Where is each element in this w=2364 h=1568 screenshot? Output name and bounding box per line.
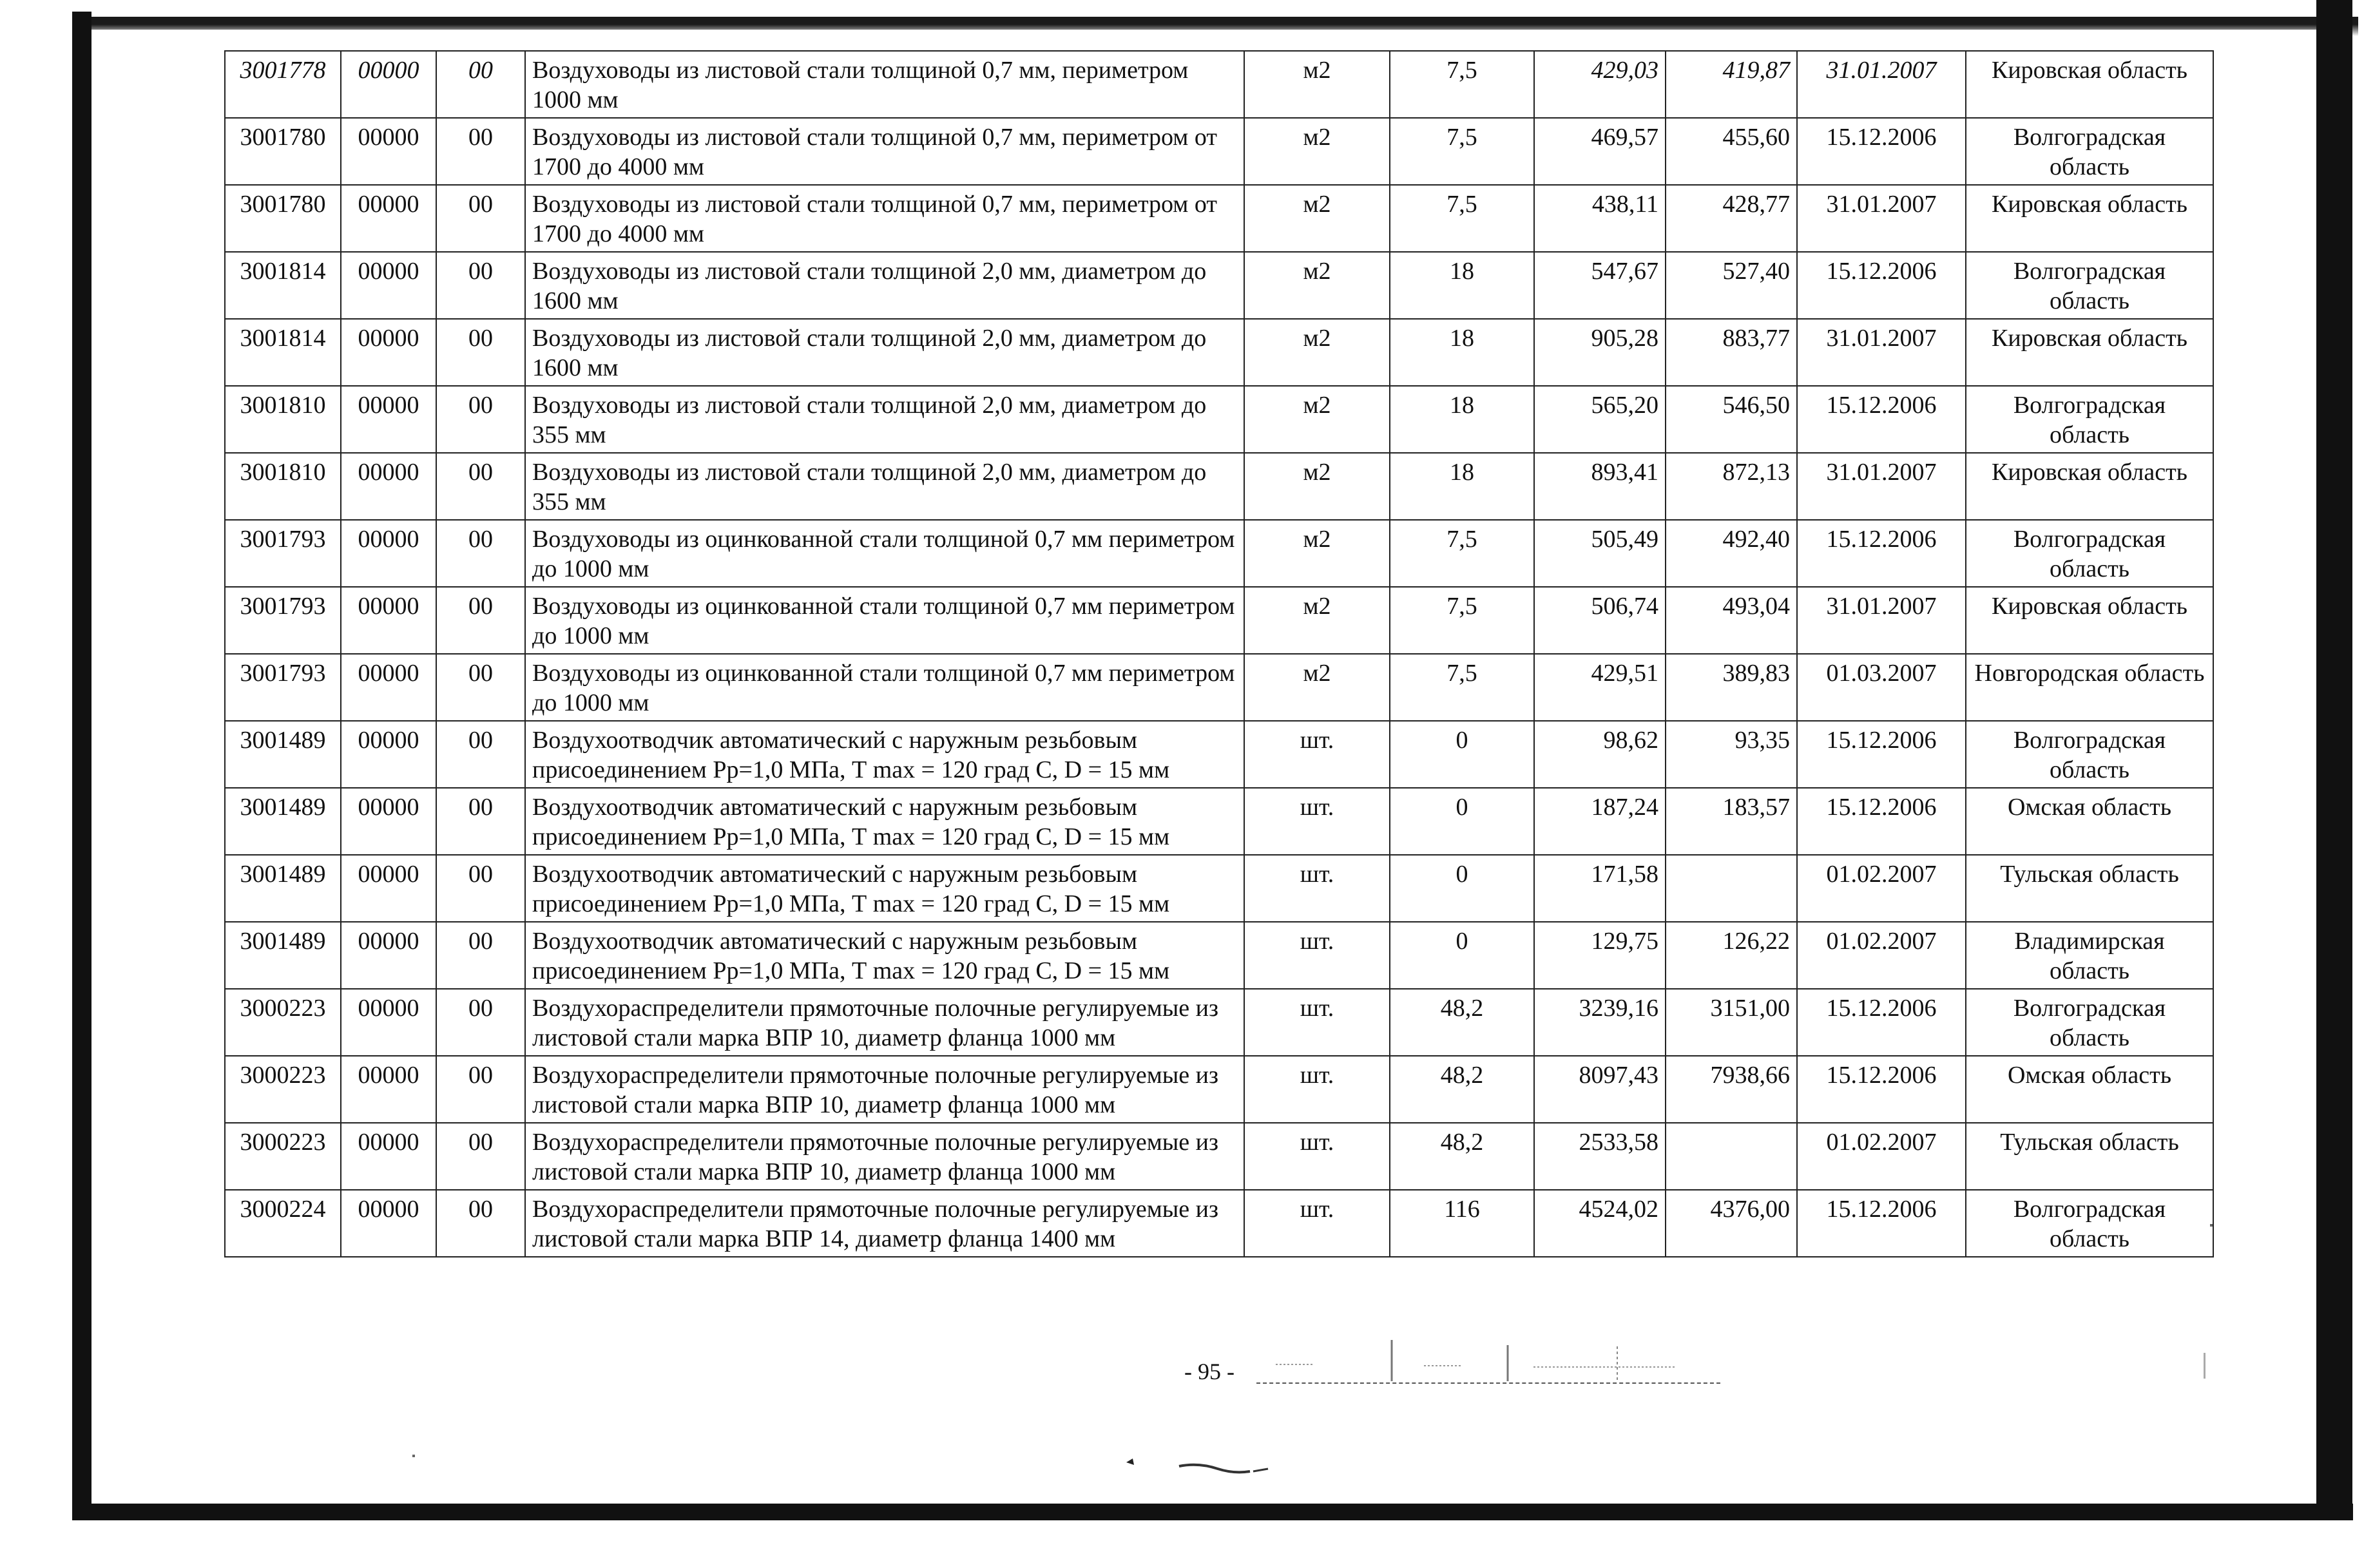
- scan-speck: [412, 1455, 415, 1457]
- cell-price-2: 883,77: [1666, 319, 1797, 386]
- cell-subcode-2: 00: [436, 587, 525, 654]
- cell-date: 15.12.2006: [1797, 252, 1966, 319]
- cell-unit: м2: [1244, 386, 1390, 453]
- cell-region: Тульская область: [1966, 1123, 2213, 1190]
- cell-unit: шт.: [1244, 1056, 1390, 1123]
- cell-weight: 116: [1390, 1190, 1534, 1257]
- table-row: [225, 587, 2213, 654]
- cell-weight: 0: [1390, 855, 1534, 922]
- cell-unit: м2: [1244, 118, 1390, 185]
- cell-subcode-2: 00: [436, 989, 525, 1056]
- cell-subcode: 00000: [341, 1123, 436, 1190]
- cell-name: Воздухоотводчик автоматический с наружным резьбовым присоединением Рр=1,0 МПа, Т max = 120 град С, D = 15 мм: [525, 922, 1244, 989]
- table-row: [225, 51, 2213, 118]
- cell-subcode-2: 00: [436, 51, 525, 118]
- scan-edge-left: [72, 12, 91, 1519]
- scan-speck: [2210, 1224, 2213, 1227]
- cell-weight: 7,5: [1390, 185, 1534, 252]
- table-row: [225, 922, 2213, 989]
- cell-region: Волгоградская область: [1966, 386, 2213, 453]
- cell-region: Новгородская область: [1966, 654, 2213, 721]
- cell-price-1: 3239,16: [1534, 989, 1666, 1056]
- cell-price-1: 187,24: [1534, 788, 1666, 855]
- cell-subcode: 00000: [341, 453, 436, 520]
- cell-name: Воздухоотводчик автоматический с наружным резьбовым присоединением Рр=1,0 МПа, Т max = 120 град С, D = 15 мм: [525, 855, 1244, 922]
- cell-region: Волгоградская область: [1966, 721, 2213, 788]
- cell-date: 01.02.2007: [1797, 1123, 1966, 1190]
- cell-unit: шт.: [1244, 855, 1390, 922]
- cell-subcode: 00000: [341, 587, 436, 654]
- cell-subcode-2: 00: [436, 788, 525, 855]
- cell-unit: шт.: [1244, 1123, 1390, 1190]
- cell-code: 3001780: [225, 185, 341, 252]
- table-row: [225, 788, 2213, 855]
- cell-code: 3001489: [225, 922, 341, 989]
- cell-date: 15.12.2006: [1797, 1056, 1966, 1123]
- cell-subcode-2: 00: [436, 118, 525, 185]
- cell-price-2: [1666, 855, 1797, 922]
- cell-code: 3000223: [225, 1056, 341, 1123]
- faint-stamp-mark: [1256, 1334, 1733, 1385]
- cell-subcode: 00000: [341, 51, 436, 118]
- cell-name: Воздуховоды из оцинкованной стали толщиной 0,7 мм периметром до 1000 мм: [525, 520, 1244, 587]
- cell-price-2: 93,35: [1666, 721, 1797, 788]
- cell-subcode-2: 00: [436, 520, 525, 587]
- cell-date: 31.01.2007: [1797, 453, 1966, 520]
- cell-date: 01.03.2007: [1797, 654, 1966, 721]
- cell-weight: 7,5: [1390, 520, 1534, 587]
- cell-price-1: 429,51: [1534, 654, 1666, 721]
- cell-subcode-2: 00: [436, 1056, 525, 1123]
- cell-region: Омская область: [1966, 1056, 2213, 1123]
- cell-region: Тульская область: [1966, 855, 2213, 922]
- cell-region: Волгоградская область: [1966, 989, 2213, 1056]
- cell-date: 31.01.2007: [1797, 319, 1966, 386]
- cell-region: Кировская область: [1966, 319, 2213, 386]
- cell-price-1: 98,62: [1534, 721, 1666, 788]
- cell-subcode: 00000: [341, 788, 436, 855]
- table-row: [225, 855, 2213, 922]
- cell-subcode-2: 00: [436, 1123, 525, 1190]
- cell-subcode-2: 00: [436, 1190, 525, 1257]
- cell-code: 3001793: [225, 587, 341, 654]
- cell-region: Омская область: [1966, 788, 2213, 855]
- cell-code: 3000223: [225, 989, 341, 1056]
- cell-weight: 18: [1390, 319, 1534, 386]
- cell-price-2: 527,40: [1666, 252, 1797, 319]
- cell-code: 3001489: [225, 788, 341, 855]
- cell-price-2: 4376,00: [1666, 1190, 1797, 1257]
- cell-weight: 7,5: [1390, 587, 1534, 654]
- cell-subcode: 00000: [341, 520, 436, 587]
- cell-price-2: 546,50: [1666, 386, 1797, 453]
- cell-weight: 18: [1390, 252, 1534, 319]
- cell-code: 3000223: [225, 1123, 341, 1190]
- cell-region: Кировская область: [1966, 453, 2213, 520]
- scan-edge-bottom: [72, 1504, 2353, 1520]
- cell-unit: м2: [1244, 587, 1390, 654]
- cell-name: Воздуховоды из оцинкованной стали толщиной 0,7 мм периметром до 1000 мм: [525, 587, 1244, 654]
- cell-name: Воздухораспределители прямоточные полочные регулируемые из листовой стали марка ВПР 10, диаметр фланца 1000 мм: [525, 1056, 1244, 1123]
- cell-name: Воздухоотводчик автоматический с наружным резьбовым присоединением Рр=1,0 МПа, Т max = 120 град С, D = 15 мм: [525, 788, 1244, 855]
- cell-date: 15.12.2006: [1797, 721, 1966, 788]
- cell-name: Воздухораспределители прямоточные полочные регулируемые из листовой стали марка ВПР 10, диаметр фланца 1000 мм: [525, 989, 1244, 1056]
- cell-name: Воздухораспределители прямоточные полочные регулируемые из листовой стали марка ВПР 10, диаметр фланца 1000 мм: [525, 1123, 1244, 1190]
- scan-speck: [2204, 1353, 2205, 1379]
- cell-subcode: 00000: [341, 989, 436, 1056]
- cell-weight: 7,5: [1390, 51, 1534, 118]
- cell-subcode: 00000: [341, 922, 436, 989]
- cell-region: Волгоградская область: [1966, 1190, 2213, 1257]
- cell-date: 31.01.2007: [1797, 587, 1966, 654]
- cell-region: Кировская область: [1966, 587, 2213, 654]
- cell-price-2: 3151,00: [1666, 989, 1797, 1056]
- cell-name: Воздуховоды из листовой стали толщиной 0,7 мм, периметром 1000 мм: [525, 51, 1244, 118]
- cell-unit: шт.: [1244, 721, 1390, 788]
- cell-region: Кировская область: [1966, 51, 2213, 118]
- cell-subcode: 00000: [341, 185, 436, 252]
- cell-date: 31.01.2007: [1797, 51, 1966, 118]
- cell-subcode-2: 00: [436, 654, 525, 721]
- cell-weight: 48,2: [1390, 1123, 1534, 1190]
- table-body: [225, 51, 2213, 1257]
- cell-subcode-2: 00: [436, 855, 525, 922]
- cell-price-2: 389,83: [1666, 654, 1797, 721]
- cell-name: Воздуховоды из листовой стали толщиной 2,0 мм, диаметром до 355 мм: [525, 386, 1244, 453]
- page-number: - 95 -: [1184, 1359, 1235, 1384]
- cell-code: 3001793: [225, 520, 341, 587]
- cell-date: 15.12.2006: [1797, 989, 1966, 1056]
- cell-unit: шт.: [1244, 922, 1390, 989]
- cell-price-1: 429,03: [1534, 51, 1666, 118]
- cell-subcode: 00000: [341, 252, 436, 319]
- cell-price-2: 428,77: [1666, 185, 1797, 252]
- cell-code: 3001810: [225, 453, 341, 520]
- cell-region: Волгоградская область: [1966, 520, 2213, 587]
- cell-name: Воздухоотводчик автоматический с наружным резьбовым присоединением Рр=1,0 МПа, Т max = 120 град С, D = 15 мм: [525, 721, 1244, 788]
- cell-subcode-2: 00: [436, 386, 525, 453]
- cell-price-1: 469,57: [1534, 118, 1666, 185]
- cell-name: Воздуховоды из листовой стали толщиной 2,0 мм, диаметром до 1600 мм: [525, 252, 1244, 319]
- cell-weight: 18: [1390, 386, 1534, 453]
- cell-unit: м2: [1244, 51, 1390, 118]
- cell-name: Воздуховоды из листовой стали толщиной 0,7 мм, периметром от 1700 до 4000 мм: [525, 118, 1244, 185]
- cell-unit: шт.: [1244, 989, 1390, 1056]
- cell-subcode-2: 00: [436, 721, 525, 788]
- cell-price-1: 505,49: [1534, 520, 1666, 587]
- cell-weight: 0: [1390, 922, 1534, 989]
- cell-price-2: 492,40: [1666, 520, 1797, 587]
- cell-date: 31.01.2007: [1797, 185, 1966, 252]
- cell-unit: м2: [1244, 319, 1390, 386]
- cell-price-1: 893,41: [1534, 453, 1666, 520]
- cell-price-1: 905,28: [1534, 319, 1666, 386]
- table-row: [225, 319, 2213, 386]
- cell-weight: 48,2: [1390, 989, 1534, 1056]
- cell-price-2: [1666, 1123, 1797, 1190]
- table-row: [225, 453, 2213, 520]
- cell-price-1: 129,75: [1534, 922, 1666, 989]
- cell-code: 3001489: [225, 721, 341, 788]
- cell-weight: 7,5: [1390, 654, 1534, 721]
- cell-date: 01.02.2007: [1797, 855, 1966, 922]
- table-row: [225, 1190, 2213, 1257]
- cell-code: 3001814: [225, 319, 341, 386]
- cell-weight: 0: [1390, 788, 1534, 855]
- cell-name: Воздуховоды из листовой стали толщиной 2,0 мм, диаметром до 355 мм: [525, 453, 1244, 520]
- cell-date: 15.12.2006: [1797, 118, 1966, 185]
- cell-price-1: 565,20: [1534, 386, 1666, 453]
- cell-date: 15.12.2006: [1797, 1190, 1966, 1257]
- cell-price-1: 438,11: [1534, 185, 1666, 252]
- cell-code: 3001778: [225, 51, 341, 118]
- cell-subcode: 00000: [341, 721, 436, 788]
- cell-price-1: 4524,02: [1534, 1190, 1666, 1257]
- cell-subcode: 00000: [341, 386, 436, 453]
- cell-weight: 0: [1390, 721, 1534, 788]
- cell-date: 15.12.2006: [1797, 386, 1966, 453]
- cell-code: 3001814: [225, 252, 341, 319]
- cell-name: Воздуховоды из оцинкованной стали толщиной 0,7 мм периметром до 1000 мм: [525, 654, 1244, 721]
- table-row: [225, 1056, 2213, 1123]
- cell-region: Владимирская область: [1966, 922, 2213, 989]
- cell-name: Воздуховоды из листовой стали толщиной 2,0 мм, диаметром до 1600 мм: [525, 319, 1244, 386]
- cell-region: Волгоградская область: [1966, 118, 2213, 185]
- table-row: [225, 721, 2213, 788]
- cell-subcode-2: 00: [436, 185, 525, 252]
- cell-price-2: 419,87: [1666, 51, 1797, 118]
- cell-price-2: 126,22: [1666, 922, 1797, 989]
- cell-unit: м2: [1244, 654, 1390, 721]
- cell-code: 3001780: [225, 118, 341, 185]
- cell-price-2: 455,60: [1666, 118, 1797, 185]
- cell-price-1: 506,74: [1534, 587, 1666, 654]
- cell-subcode: 00000: [341, 855, 436, 922]
- table-row: [225, 252, 2213, 319]
- cell-name: Воздухораспределители прямоточные полочные регулируемые из листовой стали марка ВПР 14, диаметр фланца 1400 мм: [525, 1190, 1244, 1257]
- cell-unit: м2: [1244, 453, 1390, 520]
- table-row: [225, 118, 2213, 185]
- cell-price-2: 872,13: [1666, 453, 1797, 520]
- cell-subcode-2: 00: [436, 319, 525, 386]
- cell-price-1: 171,58: [1534, 855, 1666, 922]
- cell-price-1: 2533,58: [1534, 1123, 1666, 1190]
- cell-code: 3001489: [225, 855, 341, 922]
- cell-weight: 48,2: [1390, 1056, 1534, 1123]
- cell-date: 15.12.2006: [1797, 788, 1966, 855]
- cell-code: 3000224: [225, 1190, 341, 1257]
- cell-date: 15.12.2006: [1797, 520, 1966, 587]
- cell-date: 01.02.2007: [1797, 922, 1966, 989]
- pen-scribble-mark: [1121, 1443, 1289, 1488]
- cell-subcode: 00000: [341, 118, 436, 185]
- cell-price-1: 547,67: [1534, 252, 1666, 319]
- cell-price-2: 493,04: [1666, 587, 1797, 654]
- cell-unit: шт.: [1244, 788, 1390, 855]
- cell-name: Воздуховоды из листовой стали толщиной 0,7 мм, периметром от 1700 до 4000 мм: [525, 185, 1244, 252]
- cell-subcode-2: 00: [436, 252, 525, 319]
- table-row: [225, 520, 2213, 587]
- table-row: [225, 654, 2213, 721]
- cell-unit: м2: [1244, 520, 1390, 587]
- table-row: [225, 989, 2213, 1056]
- cell-subcode: 00000: [341, 1056, 436, 1123]
- cell-unit: м2: [1244, 185, 1390, 252]
- cell-subcode-2: 00: [436, 453, 525, 520]
- cell-unit: шт.: [1244, 1190, 1390, 1257]
- price-table: [224, 50, 2214, 1257]
- table-row: [225, 386, 2213, 453]
- cell-region: Кировская область: [1966, 185, 2213, 252]
- cell-code: 3001810: [225, 386, 341, 453]
- cell-weight: 18: [1390, 453, 1534, 520]
- cell-subcode: 00000: [341, 654, 436, 721]
- cell-price-1: 8097,43: [1534, 1056, 1666, 1123]
- cell-subcode: 00000: [341, 1190, 436, 1257]
- cell-unit: м2: [1244, 252, 1390, 319]
- table-row: [225, 1123, 2213, 1190]
- cell-code: 3001793: [225, 654, 341, 721]
- scan-edge-right: [2316, 0, 2352, 1507]
- table-row: [225, 185, 2213, 252]
- cell-subcode: 00000: [341, 319, 436, 386]
- cell-price-2: 7938,66: [1666, 1056, 1797, 1123]
- cell-price-2: 183,57: [1666, 788, 1797, 855]
- cell-subcode-2: 00: [436, 922, 525, 989]
- cell-weight: 7,5: [1390, 118, 1534, 185]
- cell-region: Волгоградская область: [1966, 252, 2213, 319]
